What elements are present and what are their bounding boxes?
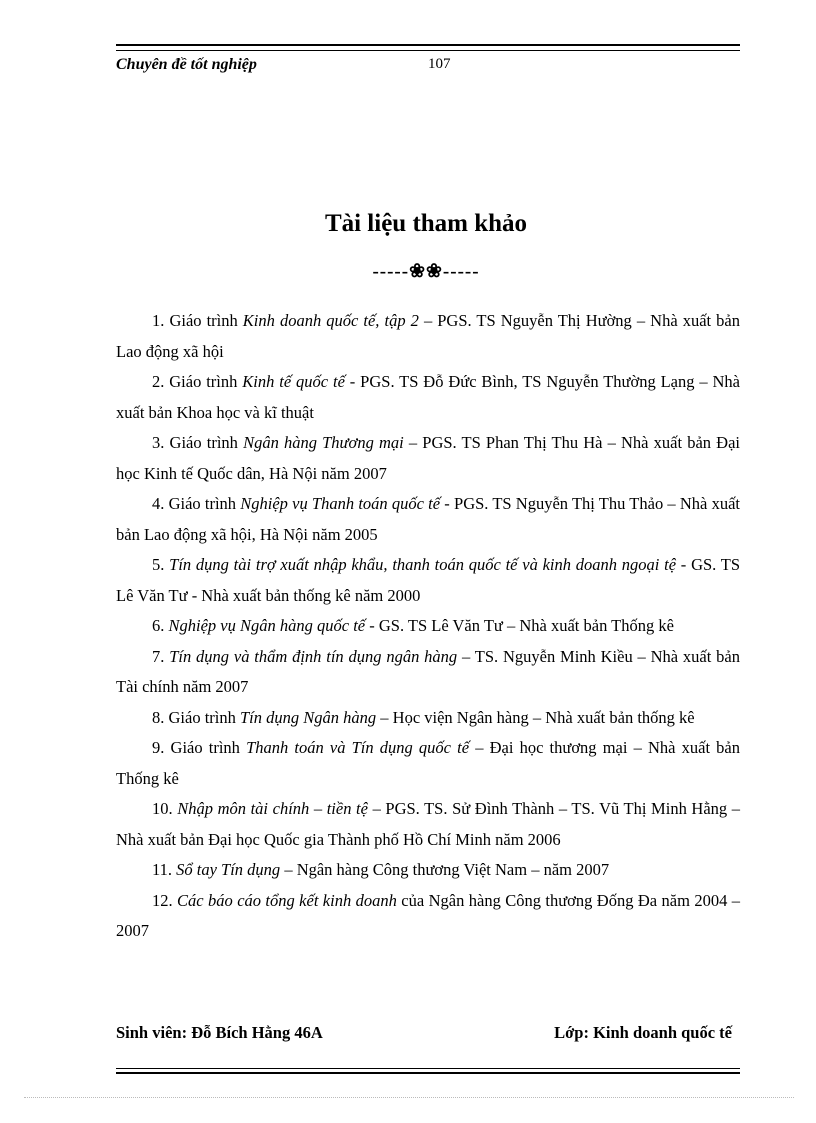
- footer-class: Lớp: Kinh doanh quốc tế: [554, 1023, 732, 1042]
- footer-student: Sinh viên: Đỗ Bích Hằng 46A: [116, 1023, 323, 1042]
- header-rule-thick: [116, 44, 740, 46]
- ornament-divider: -----❀❀-----: [372, 261, 480, 282]
- reference-item: 4. Giáo trình Nghiệp vụ Thanh toán quốc tế - PGS. TS Nguyễn Thị Thu Thảo – Nhà xuất bản Lao động xã hội, Hà Nội năm 2005: [116, 494, 740, 544]
- reference-item: 7. Tín dụng và thẩm định tín dụng ngân hàng – TS. Nguyễn Minh Kiều – Nhà xuất bản Tài chính năm 2007: [116, 646, 740, 696]
- reference-item: 5. Tín dụng tài trợ xuất nhập khẩu, thanh toán quốc tế và kinh doanh ngoại tệ - GS. TS Lê Văn Tư - Nhà xuất bản thống kê năm 2000: [116, 555, 741, 605]
- reference-item: 6. Nghiệp vụ Ngân hàng quốc tế - GS. TS Lê Văn Tư – Nhà xuất bản Thống kê: [152, 616, 674, 635]
- reference-list: [116, 306, 740, 947]
- page-edge-divider: [24, 1097, 794, 1098]
- header-rule-thin: [116, 50, 740, 51]
- footer-rule-thin: [116, 1068, 740, 1069]
- reference-item: 11. Sổ tay Tín dụng – Ngân hàng Công thương Việt Nam – năm 2007: [152, 860, 610, 879]
- reference-item: 12. Các báo cáo tổng kết kinh doanh của Ngân hàng Công thương Đống Đa năm 2004 – 2007: [116, 890, 741, 940]
- header-title: Chuyên đề tốt nghiệp: [116, 56, 257, 73]
- reference-item: 8. Giáo trình Tín dụng Ngân hàng – Học viện Ngân hàng – Nhà xuất bản thống kê: [152, 707, 695, 727]
- reference-item: 10. Nhập môn tài chính – tiền tệ – PGS. TS. Sử Đình Thành – TS. Vũ Thị Minh Hằng – Nhà xuất bản Đại học Quốc gia Thành phố Hồ Chí Minh năm 2006: [116, 799, 740, 849]
- page-title: Tài liệu tham khảo: [324, 210, 528, 237]
- reference-item: 9. Giáo trình Thanh toán và Tín dụng quốc tế – Đại học thương mại – Nhà xuất bản Thống kê: [116, 738, 740, 788]
- reference-item: 2. Giáo trình Kinh tế quốc tế - PGS. TS Đỗ Đức Bình, TS Nguyễn Thường Lạng – Nhà xuất bản Khoa học và kĩ thuật: [116, 372, 740, 422]
- reference-item: 3. Giáo trình Ngân hàng Thương mại – PGS. TS Phan Thị Thu Hà – Nhà xuất bản Đại học Kinh tế Quốc dân, Hà Nội năm 2007: [116, 433, 740, 483]
- reference-item: 1. Giáo trình Kinh doanh quốc tế, tập 2 – PGS. TS Nguyễn Thị Hường – Nhà xuất bản Lao động xã hội: [116, 311, 740, 361]
- document-page: [116, 0, 740, 1123]
- page-number: 107: [428, 56, 451, 72]
- footer-rule-thick: [116, 1072, 740, 1074]
